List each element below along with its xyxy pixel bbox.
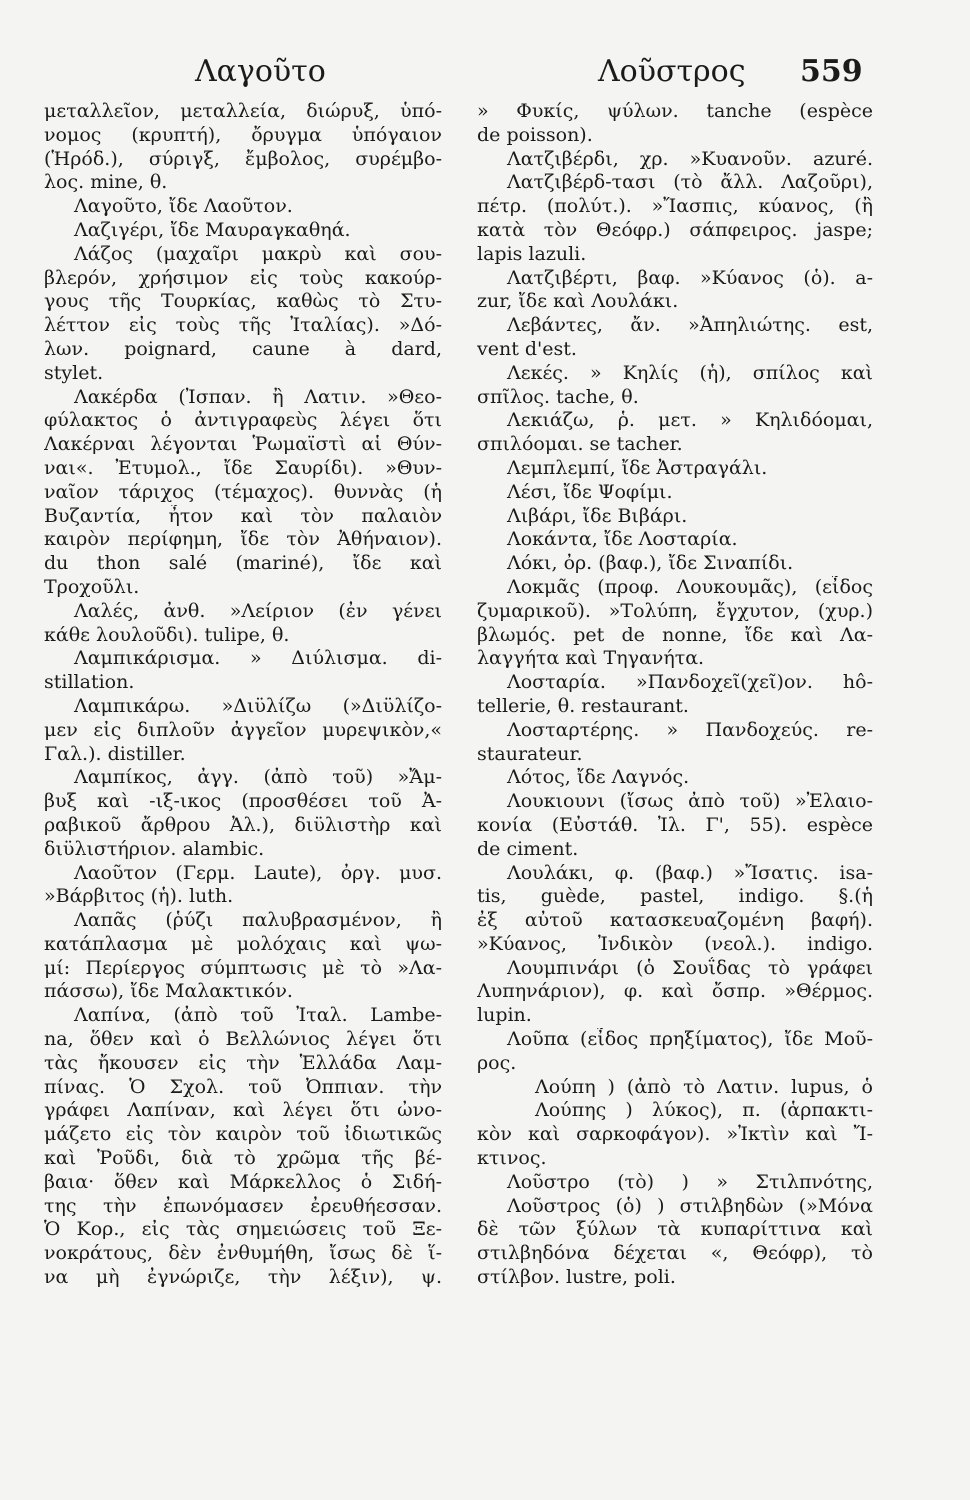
text-line: κατάπλασμα μὲ μολόχαις καὶ ψω- xyxy=(44,932,442,955)
text-line: βαια· ὅθεν καὶ Μάρκελλος ὁ Σιδή- xyxy=(44,1170,442,1193)
text-line: μεταλλεῖον, μεταλλεία, διώρυξ, ὑπό- xyxy=(44,100,442,122)
text-line: staurateur. xyxy=(477,742,583,765)
text-line: (Ἡρόδ.), σύριγξ, ἔμβολος, συρέμβο- xyxy=(44,147,442,170)
text-line: τὰς ἤκουσεν εἰς τὴν Ἑλλάδα Λαμ- xyxy=(44,1051,442,1074)
text-line: λαγγήτα καὶ Τηγανήτα. xyxy=(477,647,705,670)
text-line: Λοῦστρος (ὁ) ) στιλβηδὼν (»Μόνα xyxy=(507,1194,873,1217)
text-line: ναῖον τάριχος (τέμαχος). θυννὰς (ἡ xyxy=(44,480,442,503)
text-line: de poisson). xyxy=(477,123,593,146)
page-header xyxy=(0,52,970,96)
text-line: Λότος, ἴδε Λαγνός. xyxy=(507,766,690,789)
text-line: γράφει Λαπίναν, καὶ λέγει ὅτι ὠνο- xyxy=(44,1099,442,1122)
text-line: πίνας. Ὁ Σχολ. τοῦ Ὀππιαν. τὴν xyxy=(44,1075,442,1098)
text-line: λων. poignard, caune à dard, xyxy=(44,337,442,360)
text-line: Λοκμᾶς (προφ. Λουκουμᾶς), (εἶδος xyxy=(507,575,873,598)
text-line: »Κύανος, Ἰνδικὸν (νεολ.). indigo. xyxy=(477,932,873,955)
text-line: ραβικοῦ ἄρθρου Ἀλ.), διϋλιστὴρ καὶ xyxy=(44,813,442,836)
text-line: Λαμπικάρω. »Διϋλίζω (»Διϋλίζο- xyxy=(74,694,442,717)
text-line: λέττον εἰς τοὺς τῆς Ἰταλίας). »Δό- xyxy=(44,314,442,337)
text-line: νοκράτους, δὲν ἐνθυμήθη, ἴσως δὲ ἵ- xyxy=(44,1242,442,1265)
text-line: Λουλάκι, φ. (βαφ.) »Ἴσατις. isa- xyxy=(507,861,873,884)
text-line: Λοῦστρο (τὸ) ) » Στιλπνότης, xyxy=(507,1170,873,1193)
text-line: Λόκι, ὀρ. (βαφ.), ἴδε Σιναπίδι. xyxy=(507,552,794,575)
text-line: Λεβάντες, ἄν. »Ἀπηλιώτης. est, xyxy=(507,314,873,337)
text-line: tellerie, θ. restaurant. xyxy=(477,694,689,717)
text-line: stylet. xyxy=(44,361,104,384)
text-line: Γαλ.). distiller. xyxy=(44,742,186,765)
text-line: κατὰ τὸν Θεόφρ.) σάπφειρος. jaspe; xyxy=(477,218,873,241)
text-line: λος. mine, θ. xyxy=(44,171,168,194)
text-line: βλερόν, χρήσιμον εἰς τοὺς κακούρ- xyxy=(44,266,442,289)
text-line: lapis lazuli. xyxy=(477,242,587,265)
text-line: Λακέρδα (Ἰσπαν. ἢ Λατιν. »Θεο- xyxy=(74,385,442,408)
text-line: Λουκιουνι (ἴσως ἀπὸ τοῦ) »Ἐλαιο- xyxy=(507,790,873,813)
text-line: na, ὅθεν καὶ ὁ Βελλώνιος λέγει ὅτι xyxy=(44,1028,442,1051)
text-line: δὲ τῶν ξύλων τὰ κυπαρίττινα καὶ xyxy=(477,1218,873,1241)
text-line: »Βάρβιτος (ἡ). luth. xyxy=(44,885,234,908)
text-line: Λούπης ) λύκος), π. (ἁρπακτι- xyxy=(535,1099,873,1122)
text-line: της τὴν ἐπωνόμασεν ἐρευθήεσσαν. xyxy=(44,1194,442,1217)
text-line: du thon salé (mariné), ἴδε καὶ xyxy=(44,552,442,575)
text-line: stillation. xyxy=(44,671,135,694)
text-line: Λατζιβέρδ-τασι (τὸ ἄλλ. Λαζοῦρι), xyxy=(507,171,873,194)
text-line: Λαγοῦτο, ἴδε Λαοῦτον. xyxy=(74,195,293,218)
text-line: φύλακτος ὁ ἀντιγραφεὺς λέγει ὅτι xyxy=(44,409,442,432)
text-line: κτινος. xyxy=(477,1147,547,1170)
text-line: σπιλόομαι. se tacher. xyxy=(477,433,683,456)
text-line: Λεκές. » Κηλίς (ἡ), σπίλος καὶ xyxy=(507,361,873,384)
text-line: Λατζιβέρδι, χρ. »Κυανοῦν. azuré. xyxy=(507,147,873,170)
text-line: de ciment. xyxy=(477,837,579,860)
left-column xyxy=(44,100,442,1400)
text-line: ρος. xyxy=(477,1051,517,1074)
text-line: Λοκάντα, ἴδε Λοσταρία. xyxy=(507,528,738,551)
text-line: Λυπηνάριον), φ. καὶ ὄσπρ. »Θέρμος. xyxy=(477,980,873,1003)
text-line: στιλβηδόνα δέχεται «, Θεόφρ), τὸ xyxy=(477,1242,873,1265)
text-line: Λαοῦτον (Γερμ. Laute), ὀργ. μυσ. xyxy=(74,861,442,884)
text-line: γους τῆς Τουρκίας, καθὼς τὸ Στυ- xyxy=(44,290,442,313)
text-line: Λακέρναι λέγονται Ῥωμαϊστὶ αἱ Θύν- xyxy=(44,433,442,456)
text-line: Λουμπινάρι (ὁ Σουΐδας τὸ γράφει xyxy=(507,956,873,979)
text-line: Λέσι, ἴδε Ψοφίμι. xyxy=(507,480,673,503)
text-line: vent d'est. xyxy=(477,337,577,360)
text-line: Βυζαντία, ἦτον καὶ τὸν παλαιὸν xyxy=(44,504,442,527)
text-line: Τροχοῦλι. xyxy=(44,575,140,598)
right-column xyxy=(477,100,873,1400)
text-line: zur, ἴδε καὶ Λουλάκι. xyxy=(477,290,679,313)
page-number: 559 xyxy=(800,54,863,89)
text-line: κονία (Εὐστάθ. Ἰλ. Γ', 55). espèce xyxy=(477,813,873,836)
text-line: » Φυκίς, ψύλων. tanche (espèce xyxy=(477,100,873,122)
text-line: καιρὸν περίφημη, ἴδε τὸν Ἀθήναιον). xyxy=(44,528,442,551)
text-line: να μὴ ἐγνώριζε, τὴν λέξιν), ψ. xyxy=(44,1266,442,1289)
text-line: μί: Περίεργος σύμπτωσις μὲ τὸ »Λα- xyxy=(44,956,442,979)
text-line: βυξ καὶ -ιξ-ικος (προσθέσει τοῦ Ἀ- xyxy=(44,790,442,813)
text-line: σπῖλος. tache, θ. xyxy=(477,385,639,408)
text-line: ναι«. Ἐτυμολ., ἴδε Σαυρίδι). »Θυν- xyxy=(44,456,442,479)
left-running-head: Λαγοῦτο xyxy=(195,54,326,89)
text-line: στίλβον. lustre, poli. xyxy=(477,1266,676,1289)
text-line: Λεμπλεμπί, ἴδε Ἀστραγάλι. xyxy=(507,456,768,479)
text-line: πέτρ. (πολύτ.). »Ἴασπις, κύανος, (ἢ xyxy=(477,195,873,218)
text-line: μάζετο εἰς τὸν καιρὸν τοῦ ἰδιωτικῶς xyxy=(44,1123,442,1146)
text-line: Λοσταρία. »Πανδοχεῖ(χεῖ)ον. hô- xyxy=(507,671,873,694)
text-line: νομος (κρυπτή), ὄρυγμα ὑπόγαιον xyxy=(44,123,442,146)
text-line: Λαπίνα, (ἀπὸ τοῦ Ἰταλ. Lambe- xyxy=(74,1004,442,1027)
text-line: καὶ Ῥοῦδι, διὰ τὸ χρῶμα τῆς βέ- xyxy=(44,1147,442,1170)
text-line: Λοσταρτέρης. » Πανδοχεύς. re- xyxy=(507,718,873,741)
text-line: Λαλές, ἀνθ. »Λείριον (ἐν γένει xyxy=(74,599,442,622)
text-line: κάθε λουλοῦδι). tulipe, θ. xyxy=(44,623,290,646)
text-line: Λαμπίκος, ἀγγ. (ἀπὸ τοῦ) »Ἄμ- xyxy=(74,766,442,789)
text-line: μεν εἰς διπλοῦν ἀγγεῖον μυρεψικὸν,« xyxy=(44,718,442,741)
text-line: ἐξ αὐτοῦ κατασκευαζομένη βαφή). xyxy=(477,909,873,932)
text-line: lupin. xyxy=(477,1004,532,1027)
text-line: Λεκιάζω, ῥ. μετ. » Κηλιδόομαι, xyxy=(507,409,873,432)
text-line: Λοῦπα (εἶδος πρηξίματος), ἴδε Μοῦ- xyxy=(507,1028,873,1051)
text-line: Λαζιγέρι, ἴδε Μαυραγκαθηά. xyxy=(74,218,351,241)
text-line: Λαπᾶς (ῥύζι παλυβρασμένον, ἢ xyxy=(74,909,442,932)
text-line: Λατζιβέρτι, βαφ. »Κύανος (ὁ). a- xyxy=(507,266,873,289)
text-line: Ὁ Κορ., εἰς τὰς σημειώσεις τοῦ Ξε- xyxy=(44,1218,442,1241)
text-line: tis, guède, pastel, indigo. §.(ἡ xyxy=(477,885,873,908)
text-line: ζυμαρικοῦ). »Τολύπη, ἔγχυτον, (χυρ.) xyxy=(477,599,873,622)
text-line: διϋλιστήριον. alambic. xyxy=(44,837,265,860)
text-line: Λάζος (μαχαῖρι μακρὺ καὶ σου- xyxy=(74,242,442,265)
text-line: Λαμπικάρισμα. » Διύλισμα. di- xyxy=(74,647,442,670)
text-line: βλωμός. pet de nonne, ἴδε καὶ Λα- xyxy=(477,623,873,646)
text-line: Λιβάρι, ἴδε Βιβάρι. xyxy=(507,504,688,527)
text-line: Λούπη ) (ἀπὸ τὸ Λατιν. lupus, ὁ xyxy=(535,1075,873,1098)
right-running-head: Λοῦστρος xyxy=(598,54,746,89)
text-line: πάσσω), ἴδε Μαλακτικόν. xyxy=(44,980,293,1003)
text-line: κὸν καὶ σαρκοφάγον). »Ἰκτὶν καὶ Ἴ- xyxy=(477,1123,873,1146)
